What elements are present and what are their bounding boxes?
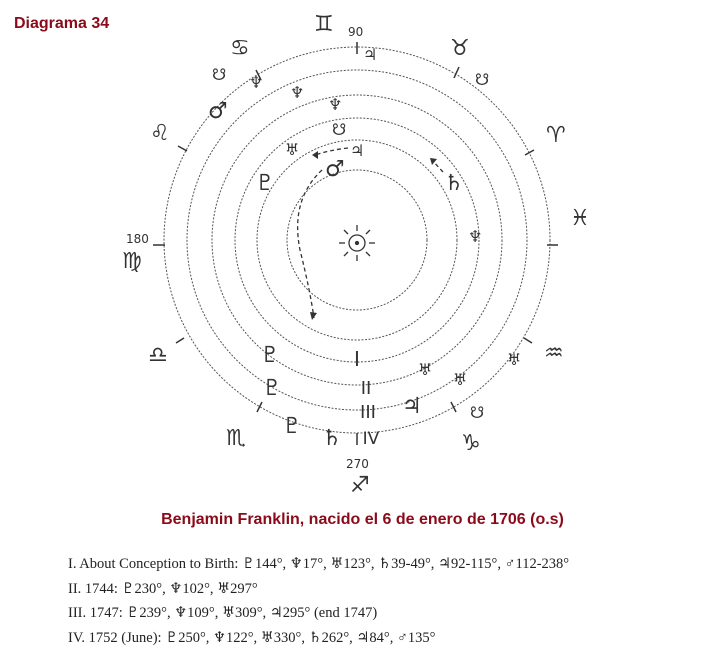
scorpio-icon: ♏: [226, 426, 246, 451]
degree-label-90: 90: [348, 25, 364, 39]
neptune-icon: ♆: [468, 227, 483, 246]
period-label: I. About Conception to Birth:: [68, 556, 239, 572]
sagittarius-icon: ♐: [350, 473, 370, 498]
figure-caption: Benjamin Franklin, nacido el 6 de enero de 1706 (o.s): [161, 511, 564, 528]
ring-numeral-ii: II: [360, 378, 372, 399]
virgo-icon: ♍: [122, 249, 142, 274]
saturn-icon: ♄: [444, 171, 464, 196]
period-label: III. 1747:: [68, 605, 123, 621]
pluto-icon: ♇: [282, 414, 302, 439]
sun-icon: [339, 225, 375, 261]
degree-label-270: 270: [346, 457, 369, 471]
uranus-icon: ♅: [418, 360, 433, 379]
jupiter-icon: ♃: [402, 394, 422, 419]
period-row-iv: [68, 626, 569, 651]
degree-label-180: 180: [126, 232, 149, 246]
jupiter-icon: ♃: [363, 45, 378, 64]
pisces-icon: ♓: [570, 206, 590, 231]
ring-numeral-iv: IV: [362, 429, 380, 449]
jupiter-icon: ♃: [350, 141, 365, 160]
mars-icon: ♂: [208, 99, 228, 124]
period-values: ♇239°, ♆109°, ♅309°, ♃295° (end 1747): [126, 605, 378, 621]
ring-inner: [287, 170, 427, 310]
uranus-icon: ♅: [453, 370, 468, 389]
period-values: ♇144°, ♆17°, ♅123°, ♄39-49°, ♃92-115°, ♂112-238°: [242, 556, 570, 572]
aquarius-icon: ♒: [544, 341, 564, 366]
ring-iii: [212, 95, 502, 385]
neptune-icon: ♆: [328, 95, 343, 114]
period-label: IV. 1752 (June):: [68, 629, 162, 646]
periods-list: [68, 552, 569, 650]
capricorn-icon: ♑: [461, 431, 481, 456]
leo-icon: ♌: [150, 121, 170, 146]
uranus-icon: ♅: [285, 140, 300, 159]
period-row-iii: [68, 601, 569, 626]
period-row-ii: [68, 577, 569, 602]
period-values: ♇230°, ♆102°, ♅297°: [121, 580, 258, 597]
neptune-icon: ♆: [249, 73, 264, 92]
period-label: II. 1744:: [68, 580, 118, 597]
period-values: ♇250°, ♆122°, ♅330°, ♄262°, ♃84°, ♂135°: [165, 629, 436, 646]
ring-numeral-i: I: [354, 347, 360, 371]
pluto-icon: ♇: [262, 376, 282, 401]
period-row-i: [68, 552, 569, 577]
neptune-icon: ♆: [290, 83, 305, 102]
ring-numeral-iii: III: [360, 402, 376, 423]
taurus-icon: ♉: [450, 36, 470, 61]
cancer-icon: ♋: [230, 36, 250, 61]
south-node-icon: ☋: [332, 120, 347, 139]
pluto-icon: ♇: [260, 343, 280, 368]
south-node-icon: ☋: [470, 403, 485, 422]
libra-icon: ♎: [148, 343, 168, 368]
aries-icon: ♈: [546, 123, 566, 148]
saturn-icon: ♄: [322, 426, 342, 451]
mars-icon: ♂: [325, 157, 345, 182]
pluto-icon: ♇: [255, 171, 275, 196]
diagram-title: Diagrama 34: [14, 15, 110, 32]
south-node-icon: ☋: [212, 65, 227, 84]
south-node-icon: ☋: [475, 70, 490, 89]
uranus-icon: ♅: [507, 350, 522, 369]
gemini-icon: ♊: [314, 12, 334, 37]
